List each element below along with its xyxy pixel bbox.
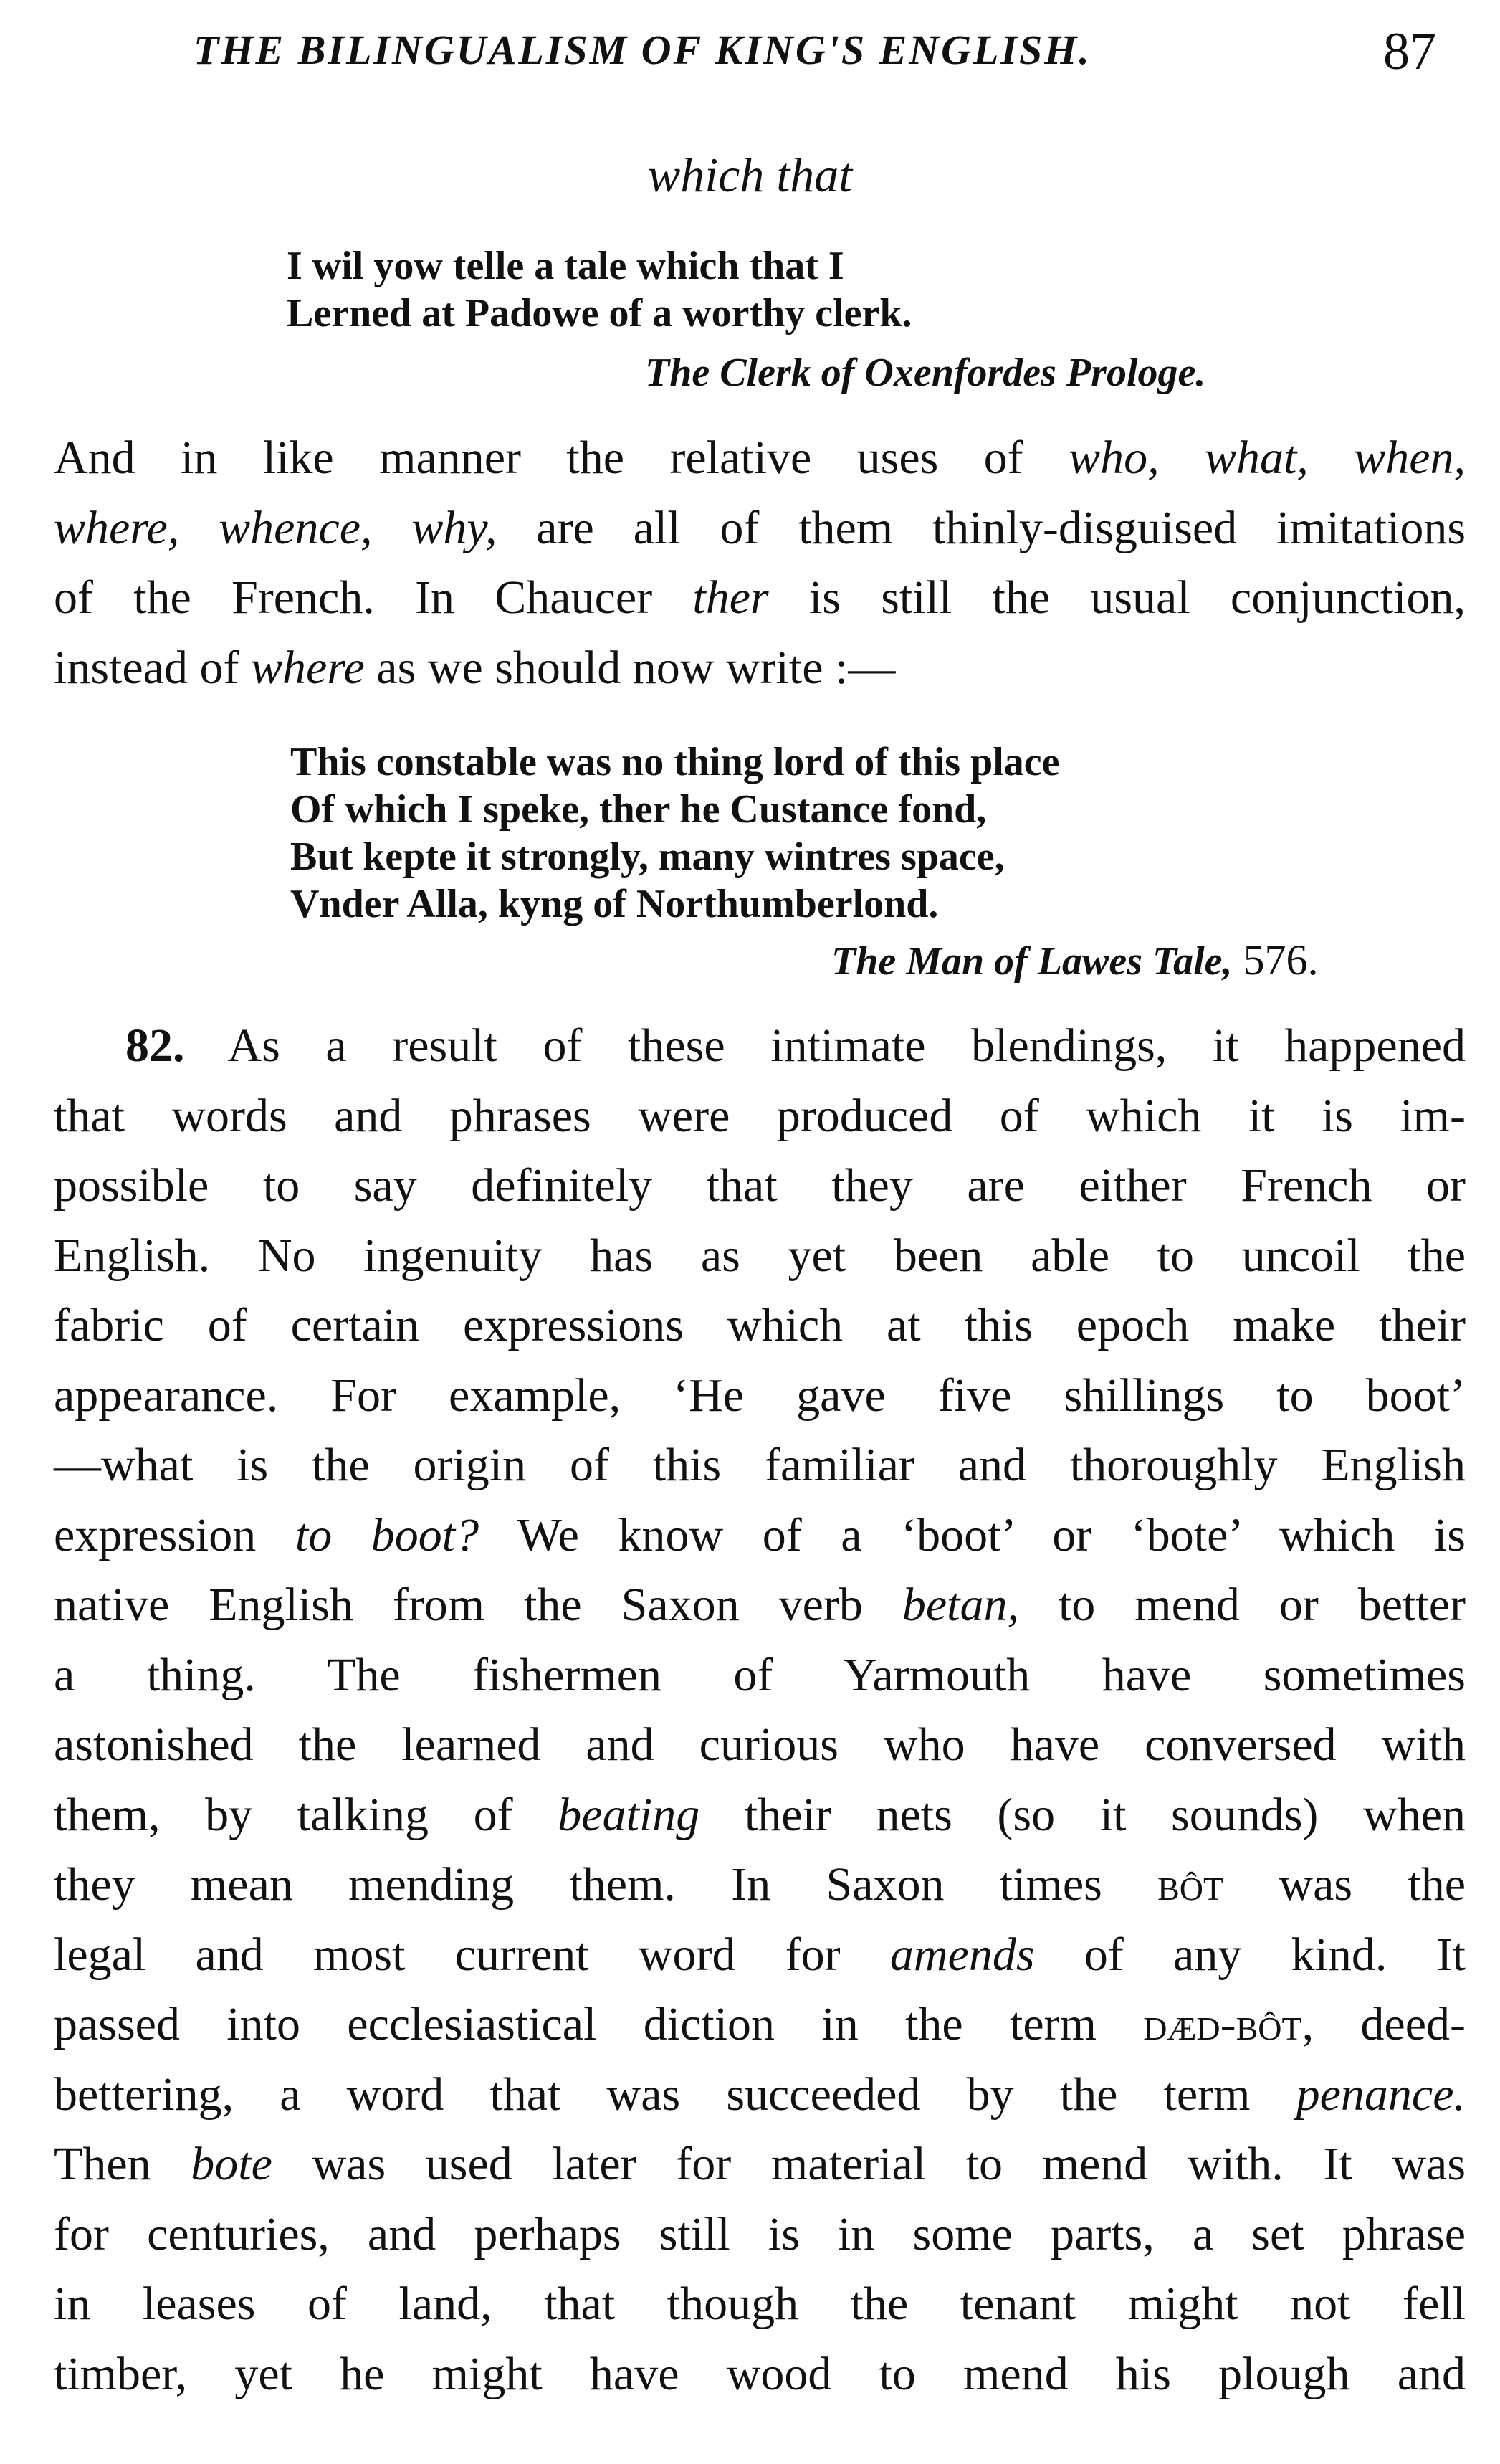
text-run: was the — [1223, 1858, 1466, 1911]
text-line: possible to say definitely that they are either French or — [54, 1159, 1466, 1212]
chaucer-quote-clerk — [287, 242, 912, 337]
quote-attribution-man-of-lawe — [831, 936, 1318, 985]
text-line: astonished the learned and curious who have conversed with — [54, 1718, 1466, 1771]
text-run: them, by talking of — [54, 1788, 558, 1841]
text-line: appearance. For example, ‘He gave five shillings to boot’ — [54, 1369, 1466, 1422]
section-heading: which that — [647, 148, 853, 202]
text-run: of any kind. It — [1034, 1928, 1466, 1981]
text-line: for centuries, and perhaps still is in some parts, a set phrase — [54, 2207, 1466, 2260]
text-line: timber, yet he might have wood to mend his plough and — [54, 2347, 1466, 2400]
text-line — [54, 2060, 1466, 2130]
quote-line: But kepte it strongly, many wintres space, — [290, 834, 1005, 879]
italic-run: amends — [889, 1928, 1035, 1981]
text-run: are all of them thinly-disguised imitations — [497, 501, 1466, 554]
text-line — [54, 1500, 1466, 1571]
quote-line: Lerned at Padowe of a worthy clerk. — [287, 291, 912, 336]
text-line — [54, 1850, 1466, 1920]
section-number: 82. — [125, 1019, 185, 1072]
text-run: native English from the Saxon verb — [54, 1579, 902, 1631]
text-line — [54, 1570, 1466, 1640]
quote-attribution-clerk: The Clerk of Oxenfordes Prologe. — [645, 351, 1206, 395]
italic-run: bote — [191, 2138, 272, 2190]
italic-run: beating — [558, 1788, 700, 1841]
quote-line: Of which I speke, ther he Custance fond, — [290, 787, 987, 832]
italic-run: where — [250, 641, 365, 694]
text-run: is still the usual conjunction, — [768, 571, 1466, 624]
page-number: 87 — [1383, 22, 1436, 81]
chaucer-quote-man-of-lawe — [290, 738, 1060, 928]
text-run: legal and most current word for — [54, 1928, 890, 1981]
quote-line: This constable was no thing lord of this place — [290, 740, 1060, 784]
text-run: to mend or better — [1019, 1579, 1466, 1631]
text-line — [54, 563, 1466, 633]
text-line: English. No ingenuity has as yet been able to uncoil the — [54, 1229, 1466, 1282]
text-line — [54, 493, 1466, 563]
italic-run: to boot? — [295, 1508, 479, 1561]
text-line — [54, 1920, 1466, 1990]
text-run: passed into ecclesiastical diction in the term — [54, 1998, 1144, 2050]
text-run: Then — [54, 2138, 191, 2190]
text-line — [54, 423, 1466, 493]
text-run: expression — [54, 1508, 295, 1561]
italic-run: penance. — [1296, 2068, 1466, 2121]
text-line: —what is the origin of this familiar and thoroughly English — [54, 1439, 1466, 1491]
italic-run: ther — [692, 571, 769, 624]
text-line: fabric of certain expressions which at this epoch make their — [54, 1299, 1466, 1351]
italic-run: who, what, when, — [1069, 432, 1466, 484]
text-line: that words and phrases were produced of which it is im- — [54, 1089, 1466, 1142]
text-run: instead of — [54, 641, 251, 694]
text-run: We know of a ‘boot’ or ‘bote’ which is — [479, 1508, 1466, 1561]
italic-run: betan, — [902, 1579, 1019, 1631]
text-run: their nets (so it sounds) when — [699, 1788, 1466, 1841]
paragraph-relative-uses — [54, 423, 1466, 703]
italic-run: where, whence, why, — [54, 501, 497, 554]
paragraph-82 — [54, 1011, 1466, 2409]
text-run: of the French. In Chaucer — [54, 571, 693, 624]
text-line — [54, 1989, 1466, 2060]
small-caps-run: dæd-bôt, — [1143, 1998, 1314, 2050]
text-run: as we should now write :— — [364, 641, 896, 694]
text-run: As a result of these intimate blendings, it happened — [184, 1019, 1466, 1072]
text-run: was used later for material to mend with. It was — [272, 2138, 1466, 2190]
text-run: they mean mending them. In Saxon times — [54, 1858, 1158, 1911]
text-line: a thing. The fishermen of Yarmouth have sometimes — [54, 1648, 1466, 1701]
text-line — [54, 1780, 1466, 1850]
text-line: in leases of land, that though the tenant might not fell — [54, 2278, 1466, 2330]
text-run: bettering, a word that was succeeded by the term — [54, 2068, 1296, 2121]
text-line — [54, 1011, 1466, 1081]
quote-line: I wil yow telle a tale which that I — [287, 244, 844, 288]
attribution-title: The Man of Lawes Tale, — [831, 939, 1233, 984]
text-line — [54, 633, 1466, 703]
text-run: deed- — [1314, 1998, 1466, 2050]
running-head-title: THE BILINGUALISM OF KING'S ENGLISH. — [194, 27, 1091, 73]
attribution-line-number: 576. — [1232, 936, 1319, 984]
quote-line: Vnder Alla, kyng of Northumberlond. — [290, 882, 939, 926]
small-caps-run: bôt — [1157, 1858, 1224, 1911]
text-run: And in like manner the relative uses of — [54, 432, 1069, 484]
text-line — [54, 2129, 1466, 2199]
